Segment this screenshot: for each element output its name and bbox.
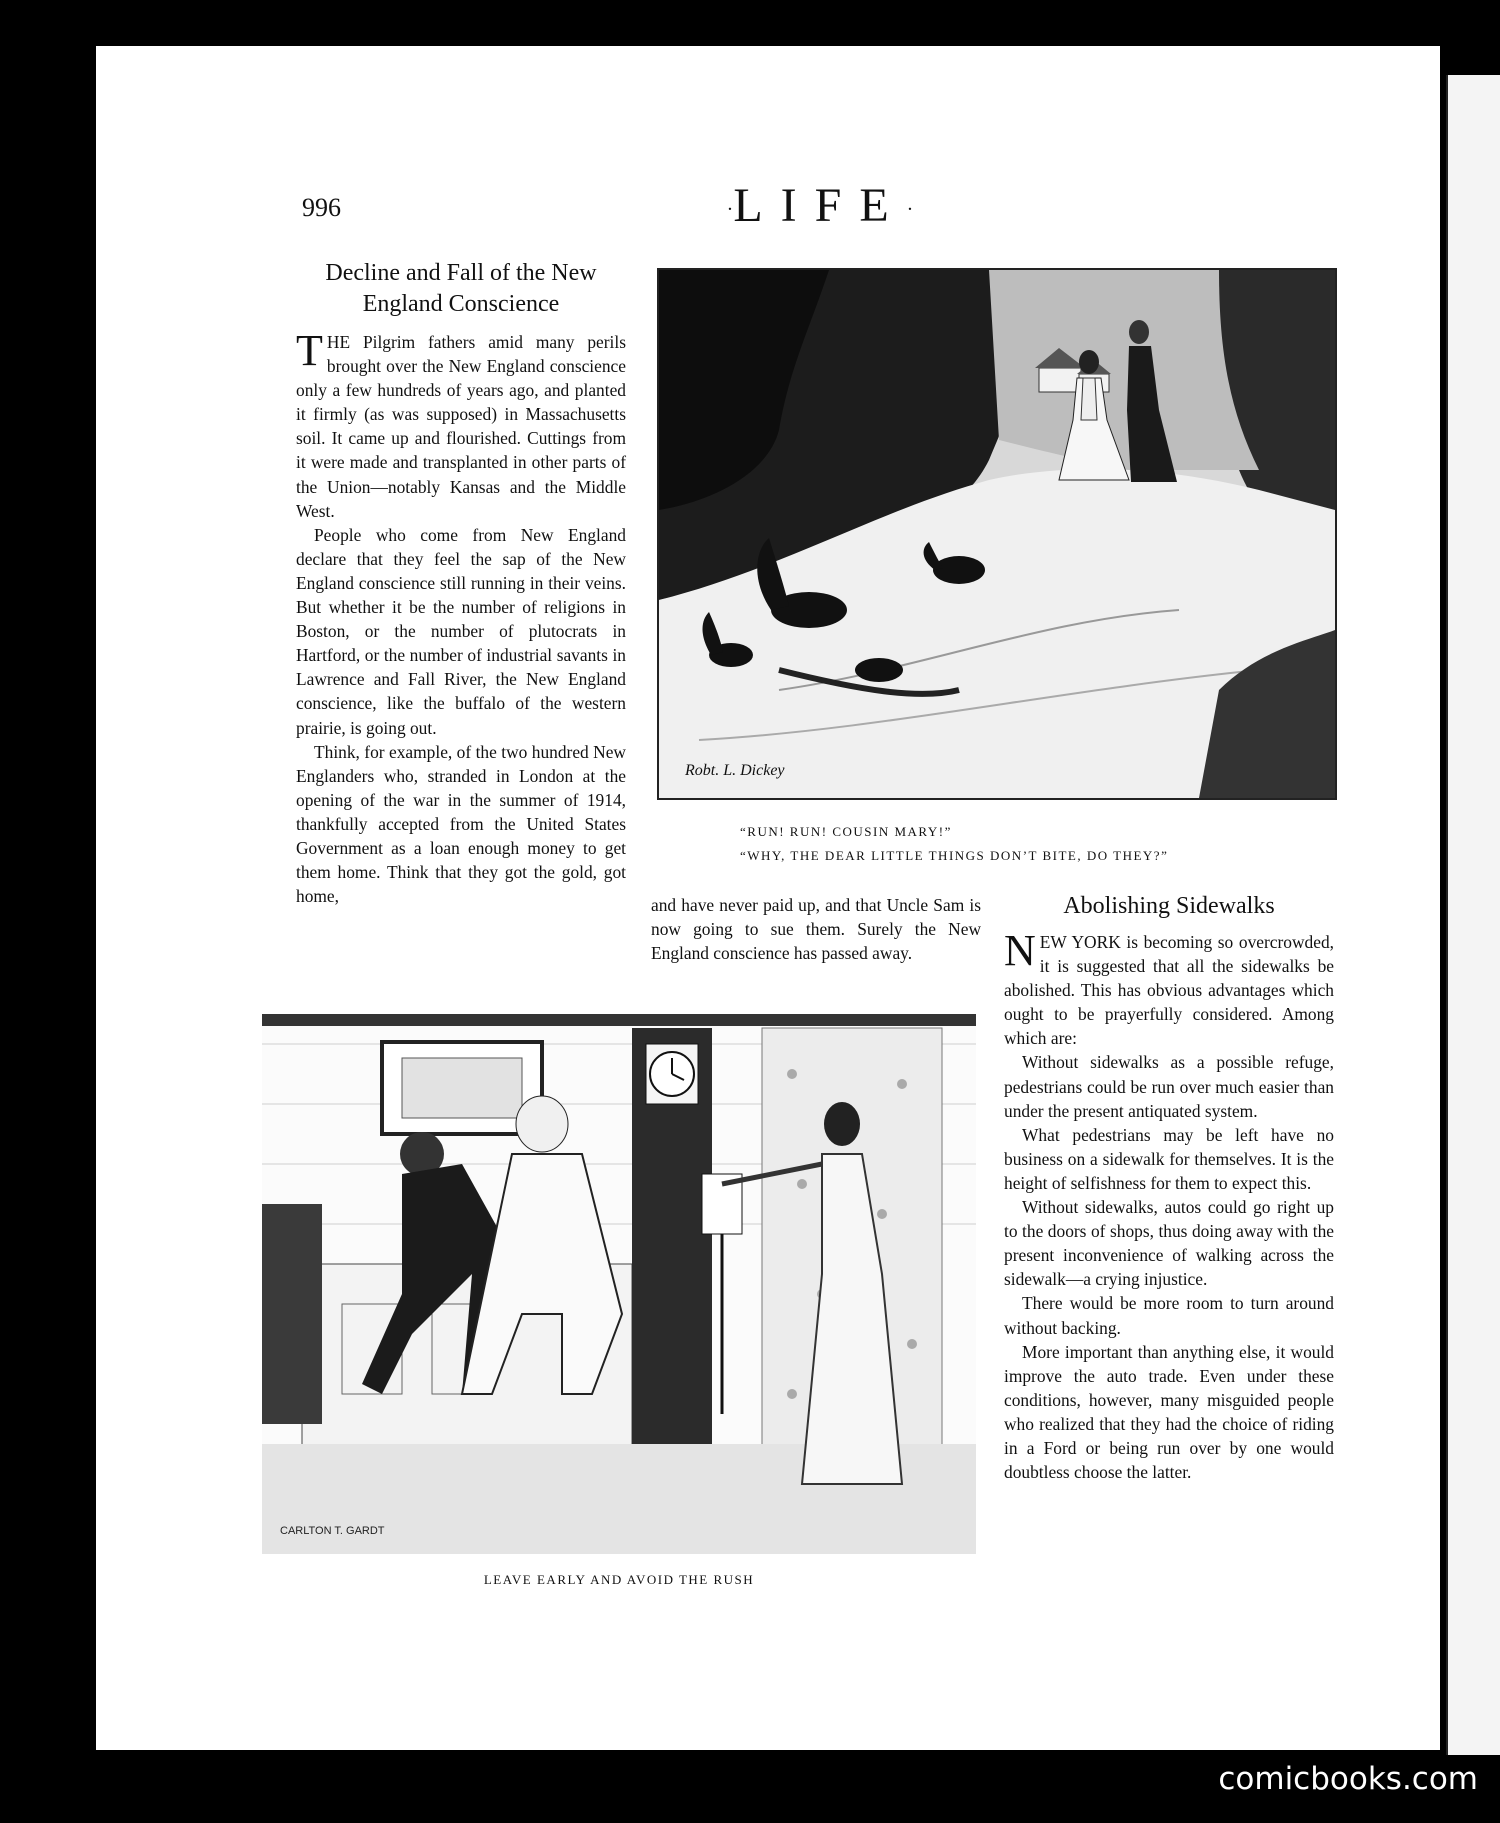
article-paragraph	[1004, 926, 1334, 1050]
article-column-1	[296, 326, 626, 908]
parlor-drawing	[262, 1014, 976, 1554]
skunk-illustration	[657, 268, 1337, 800]
article-paragraph: There would be more room to turn around without backing.	[1004, 1293, 1334, 1338]
article-title-line2: England Conscience	[362, 291, 560, 317]
illustration-caption	[740, 820, 1300, 868]
masthead: ·LIFE·	[726, 179, 914, 232]
article-body	[1004, 926, 1334, 1484]
page-number: 996	[302, 193, 341, 222]
caption-line: “RUN! RUN! COUSIN MARY!”	[740, 824, 952, 839]
artist-signature: CARLTON T. GARDT	[280, 1525, 385, 1537]
caption-line: “WHY, THE DEAR LITTLE THINGS DON’T BITE, DO THEY?”	[740, 848, 1169, 863]
facing-page-edge	[1446, 75, 1500, 1755]
article-paragraph	[296, 326, 626, 523]
scan-edge	[0, 0, 90, 1823]
skunk-drawing	[659, 270, 1335, 798]
article-paragraph: People who come from New England declare that they feel the sap of the New England conscience still running in their veins. But whether it be the number of religions in Boston, or the number of plutocrats in Hartford, or the number of industrial savants in Lawrence and Fall River, the New England conscience, like the buffalo of the western prairie, is going out.	[296, 524, 626, 738]
article-column-2	[651, 893, 981, 965]
article-paragraph: Without sidewalks, autos could go right up to the doors of shops, thus doing away with the present inconvenience of walking across the sidewalk—a crying injustice.	[1004, 1197, 1334, 1290]
article-title	[296, 258, 626, 320]
masthead-title: LIFE	[733, 179, 907, 232]
article-title-line1: Decline and Fall of the New	[325, 260, 597, 286]
artist-signature: Robt. L. Dickey	[685, 762, 785, 779]
paragraph-text: HE Pilgrim fathers amid many perils brought over the New England conscience only a few hundreds of years ago, and planted it firmly (as was supposed) in Massachusetts soil. It came up and flourished. Cuttings from it were made and transplanted in other parts of the Union—notably Kansas and the Middle West.	[296, 332, 626, 521]
article-paragraph: More important than anything else, it would improve the auto trade. Even under these conditions, however, many misguided people who realized that they had the choice of riding in a Ford or being run over by one would doubtless choose the latter.	[1004, 1341, 1334, 1483]
paragraph-text: EW YORK is becoming so overcrowded, it is suggested that all the sidewalks be abolished. This has obvious advantages which ought to be prayerfully considered. Among which are:	[1004, 932, 1334, 1049]
site-watermark: comicbooks.com	[1218, 1761, 1478, 1797]
parlor-illustration	[262, 1014, 976, 1554]
article-paragraph: Think, for example, of the two hundred New Englanders who, stranded in London at the opening of the war in the summer of 1914, thankfully accepted from the United States Government as a loan enough money to get them home. Think that they got the gold, got home,	[296, 741, 626, 907]
illustration-caption: LEAVE EARLY AND AVOID THE RUSH	[483, 1572, 755, 1587]
drop-cap: N	[1004, 926, 1036, 975]
article-title: Abolishing Sidewalks	[1063, 893, 1275, 919]
drop-cap: T	[296, 326, 323, 375]
article-paragraph: What pedestrians may be left have no business on a sidewalk for themselves. It is the height of selfishness for them to expect this.	[1004, 1124, 1334, 1193]
article-paragraph: and have never paid up, and that Uncle Sam is now going to sue them. Surely the New England conscience has passed away.	[651, 895, 981, 964]
article-paragraph: Without sidewalks as a possible refuge, pedestrians could be run over much easier than under the present antiquated system.	[1004, 1052, 1334, 1121]
